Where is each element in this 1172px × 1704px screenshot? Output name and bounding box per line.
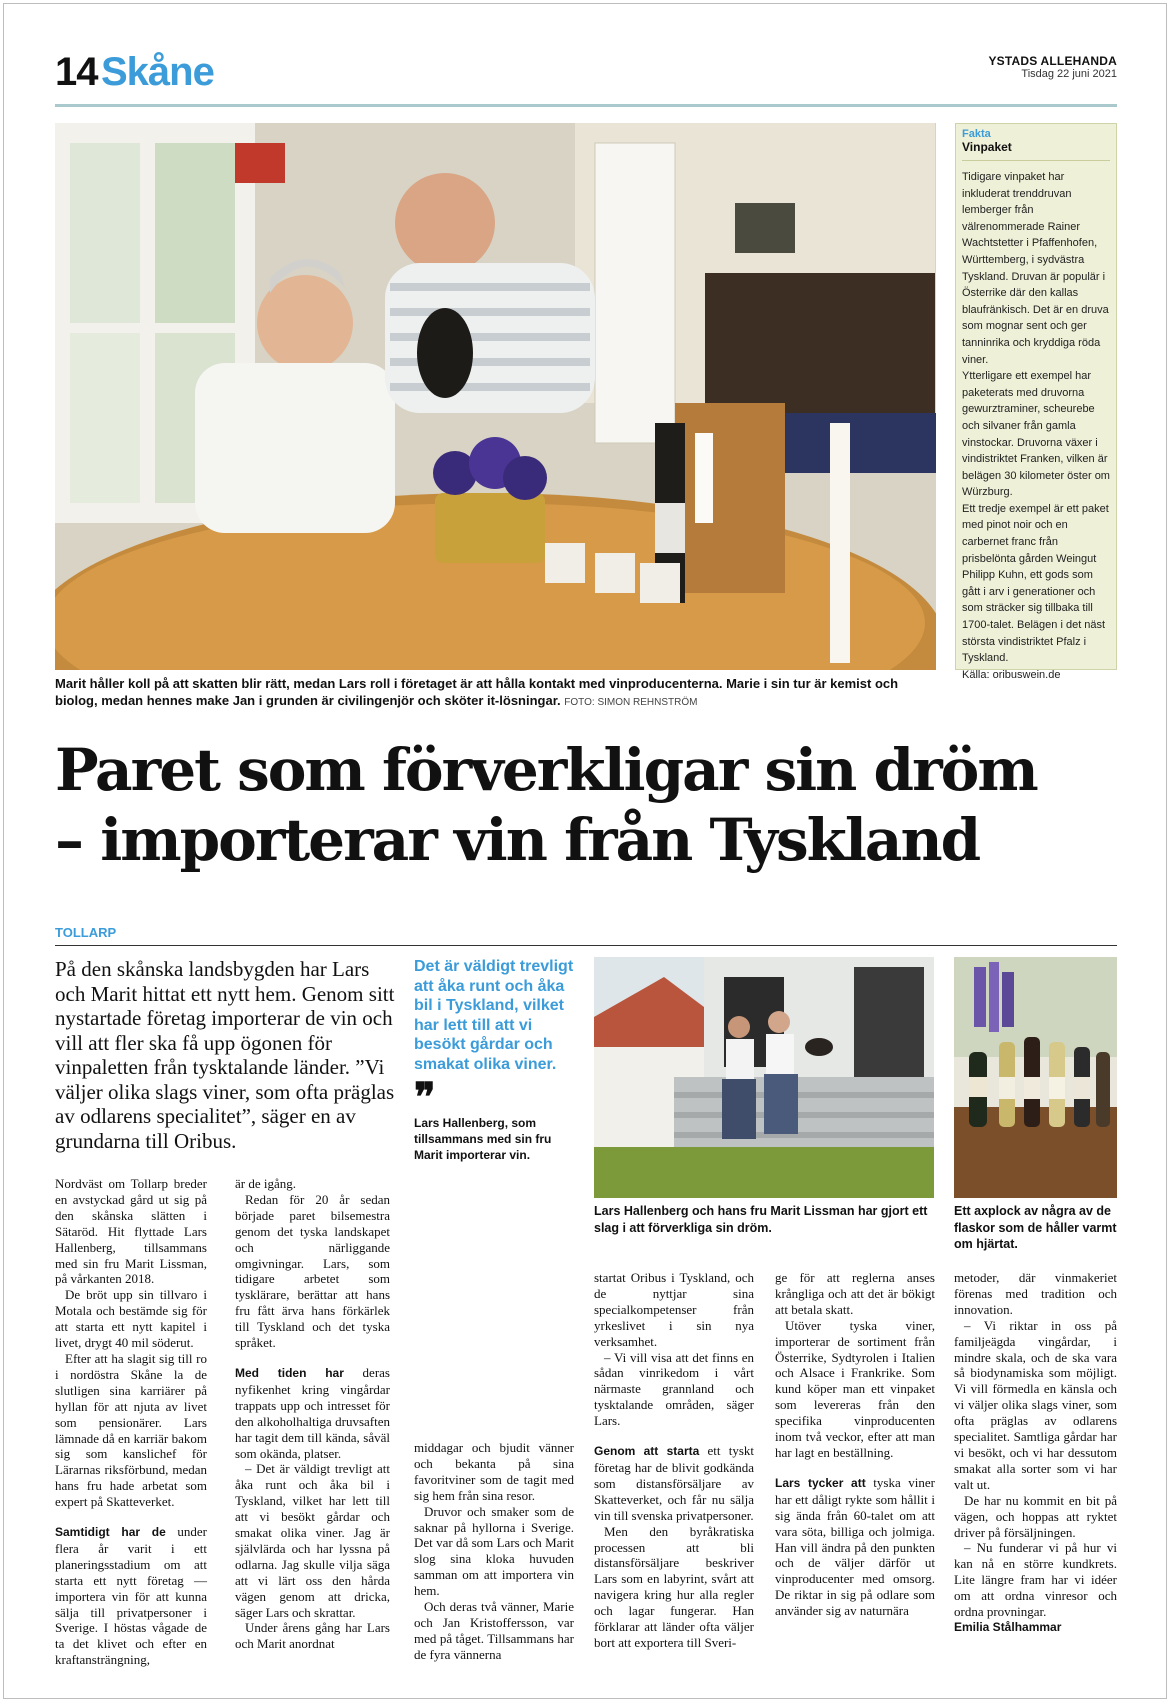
lead-in: Genom att starta (594, 1444, 700, 1459)
lead-in: Lars tycker att (775, 1475, 866, 1490)
body-column-5 (775, 1270, 935, 1619)
body-paragraph-lead (55, 1524, 207, 1668)
body-paragraph: Under årens gång har Lars och Marit anordnat (235, 1620, 390, 1652)
main-photo (55, 123, 936, 670)
pull-quote-source: Lars Hallenberg, som tillsammans med sin fru Marit importerar vin. (414, 1115, 552, 1162)
body-paragraph: Nordväst om Tollarp breder en avstyckad gård ut sig på den skånska slätten i Sätaröd. Hit flyttade Lars Hallenberg, tillsammans med sin fru Marit Lissman, på vårkanten 2018. (55, 1176, 207, 1287)
fact-kicker: Fakta (962, 128, 991, 140)
lead-in-rest: under flera år varit i ett planeringsstadium om att starta ett nytt företag — importera vin för att kunna sälja till privatpersoner i Sverige. I höstas vågade de ta det klivet och efter en kraftansträngning, (55, 1524, 207, 1668)
author-byline: Emilia Stålhammar (954, 1619, 1062, 1634)
fact-body (962, 169, 1110, 683)
pull-quote (414, 957, 574, 1163)
body-paragraph: metoder, där vinmakeriet förenas med tradition och innovation. (954, 1270, 1117, 1317)
lead-in-rest: tyska viner har ett dåligt rykte som hållit i sig ända från 60-talet om att vara söta, billiga och jolmiga. Han vill ändra på den punkten och de väljer därför ut vinproducenter med omsorg. De riktar in sig på odlare som använder sig av naturnära (775, 1474, 936, 1619)
body-paragraph: – Vi vill visa att det finns en sådan vinrikedom i vårt närmaste grannland och tysktalande områden, säger Lars. (594, 1349, 754, 1429)
body-paragraph: ge för att reglerna anses krångliga och att det är bökigt att betala skatt. (775, 1270, 935, 1317)
dateline-place: TOLLARP (55, 925, 117, 940)
body-paragraph-lead (594, 1443, 754, 1524)
body-column-3 (414, 1440, 574, 1663)
lead-in: Med tiden har (235, 1365, 344, 1380)
lead-in-rest: deras nyfikenhet kring vingårdar trappats upp och intresset för den alkoholhaltiga druvsaften har tagit dem till kända, såväl som okända, platser. (235, 1364, 390, 1461)
page-number: 14 (55, 50, 98, 94)
headline-line-2: – importerar vin från Tyskland (55, 806, 980, 874)
body-column-4 (594, 1270, 754, 1651)
quote-mark-icon: ❞ (414, 1073, 436, 1121)
wine-photo-caption: Ett axplock av några av de flaskor som de håller varmt om hjärtat. (954, 1204, 1117, 1251)
body-paragraph: – Vi riktar in oss på familjeägda vingårdar, i mindre skala, och de ska vara så biodynamiska som möjligt. Vi vill förmedla en känsla och vi väljer olika slags viner, som ofta präglas av odlarens specialitet. Samtliga gårdar har vi besökt, och vi har dessutom smakat alla sorter som vi har valt ut. (954, 1317, 1117, 1492)
body-column-2 (235, 1176, 390, 1652)
body-paragraph: Efter att ha slagit sig till ro i nordöstra Skåne la de slutligen sina karriärer på hyllan för att njuta av livet som pensionärer. Lars lämnade då en karriär bakom sig som kanslichef för Lärarnas riksförbund, medan hans fru hade arbetat som expert på Skatteverket. (55, 1350, 207, 1510)
newspaper-name: YSTADS ALLEHANDA (988, 54, 1117, 68)
headline-line-1: Paret som förverkligar sin dröm (55, 736, 1037, 804)
headline (55, 735, 1117, 875)
body-paragraph: Druvor och smaker som de saknar på hyllorna i Sverige. Det var då som Lars och Marit slog sina kloka huvuden samman om att importera vin hem. (414, 1503, 574, 1599)
fact-paragraph: Ytterligare ett exempel har paketerats med druvorna gewurztraminer, scheurebe och silvaner från gamla vinstockar. Druvorna växer i vindistriktet Franken, vilken är belägen 30 kilometer öster om Würzburg. (962, 370, 1110, 499)
dateline-divider (55, 945, 1117, 946)
body-paragraph: Men den byråkratiska processen att bli distansförsäljare beskriver Lars som en labyrint, svårt att navigera kring hur alla regler och lagar fungerar. Han förklarar att länder ofta väljer bort att exportera till Sveri- (594, 1523, 754, 1650)
fact-title: Vinpaket (962, 140, 1110, 161)
body-column-6 (954, 1270, 1117, 1636)
main-photo-caption-text: Marit håller koll på att skatten blir rätt, medan Lars roll i företaget är att hålla kontakt med vinproducenterna. Marie i sin tur är kemist och biolog, medan hennes make Jan i grunden är civilingenjör och sköter it-lösningar. (55, 676, 899, 708)
header-divider (55, 104, 1117, 107)
wine-bottles-photo (954, 957, 1117, 1198)
fact-paragraph: Tidigare vinpaket har inkluderat trenddruvan lemberger från välrenommerade Rainer Wachtstetter i Pfaffenhofen, Württemberg, i sydvästra Tyskland. Druvan är populär i Österrike där den kallas blaufränkisch. Det är en druva som mognar sent och ger tanninrika och kryddiga röda viner. (962, 171, 1109, 366)
couple-on-steps-photo (594, 957, 934, 1198)
lead-in-rest: ett tyskt företag har de blivit godkända som distansförsäljare av Skatteverket, och får nu sälja vin till svenska privatpersoner. (594, 1443, 755, 1523)
body-column-1 (55, 1176, 207, 1668)
body-paragraph: Redan för 20 år sedan började paret bilsemestra genom det tyska landskapet och närliggande omgivningar. Lars, som tidigare arbetet som tysklärare, berättar att hans fru fått ärva hans förkärlek till Tyskland och det tyska språket. (235, 1191, 390, 1351)
couple-photo-caption: Lars Hallenberg och hans fru Marit Lissman har gjort ett slag i att förverkliga sin dröm. (594, 1204, 928, 1235)
fact-source: Källa: oribuswein.de (962, 668, 1061, 681)
body-paragraph: startat Oribus i Tyskland, och de nyttjar sina specialkompetenser från yrkeslivet i sin nya verksamhet. (594, 1270, 754, 1349)
section-title: Skåne (101, 50, 214, 94)
photo-credit: FOTO: SIMON REHNSTRÖM (564, 697, 698, 708)
fact-paragraph: Ett tredje exempel är ett paket med pinot noir och en carbernet franc från prisbelönta gården Weingut Philipp Kuhn, ett gods som gått i arv i generationer och som sträcker sig tillbaka till 1700-talet. Belägen i det näst största vindistriktet Pfalz i Tyskland. (962, 502, 1109, 665)
body-paragraph-lead (235, 1365, 390, 1461)
masthead (988, 54, 1117, 80)
pull-quote-text: Det är väldigt trevligt att åka runt och åka bil i Tyskland, vilket har lett till att vi besökt gårdar och smakat olika viner. (414, 958, 574, 1073)
body-paragraph: middagar och bjudit vänner och bekanta på sina favoritviner som de tagit med sig hem från sina resor. (414, 1440, 574, 1503)
body-paragraph: – Nu funderar vi på hur vi kan nå en större kundkrets. Lite längre fram har vi idéer om att ordna vinresor och ordna provningar. (954, 1540, 1117, 1620)
body-paragraph: De har nu kommit en bit på vägen, och hoppas att ryktet driver på försäljningen. (954, 1492, 1117, 1540)
main-photo-caption (55, 675, 935, 711)
fact-box (955, 123, 1117, 681)
lead-in: Samtidigt har de (55, 1525, 166, 1540)
body-paragraph: Och deras två vänner, Marie och Jan Kristoffersson, var med på tåget. Tillsammans har de fyra vännerna (414, 1599, 574, 1662)
body-paragraph-lead (775, 1475, 935, 1619)
article-ingress: På den skånska landsbygden har Lars och Marit hittat ett nytt hem. Genom sitt nystartade företag importerar de vin och vill att fler ska få upp ögonen för vinpaletten från tysktalande länder. ”Vi väljer olika slags viner, som ofta präglas av odlarens specialitet”, säger en av grundarna till Oribus. (55, 957, 395, 1153)
body-paragraph: är de igång. (235, 1176, 297, 1191)
body-paragraph: – Det är väldigt trevligt att åka runt och åka bil i Tyskland, vilket har lett till att vi besökt gårdar och smakat olika viner. Jag är självlärda och har lyssna på odlarna. Jag skulle vilja säga att vi lärt oss den hårda vägen genom att dricka, säger Lars och skrattar. (235, 1461, 390, 1620)
page-header (55, 48, 1117, 108)
body-paragraph: Utöver tyska viner, importerar de sortiment från Österrike, Sydtyrolen i Italien och Alsace i Frankrike. Som kund köper man ett vinpaket som levereras från den specifika vinproducenten inom två veckor, efter att man har lagt en beställning. (775, 1317, 935, 1460)
issue-date: Tisdag 22 juni 2021 (1021, 68, 1117, 80)
body-paragraph: De bröt upp sin tillvaro i Motala och bestämde sig för att starta ett nytt kapitel i livet, drygt 40 mil söderut. (55, 1287, 207, 1351)
